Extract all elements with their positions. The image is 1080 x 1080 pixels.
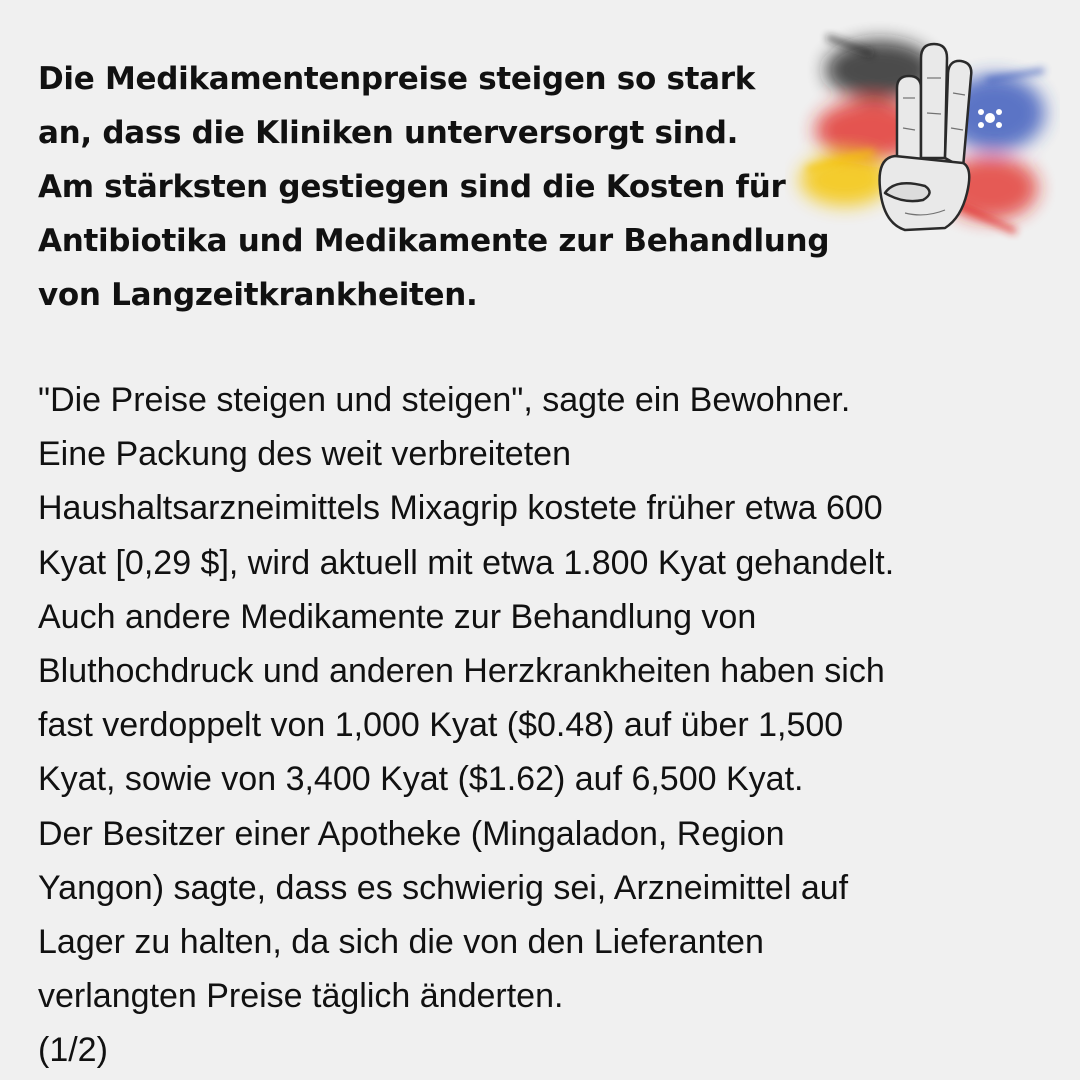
headline [38, 52, 888, 322]
body-line: Haushaltsarzneimittels Mixagrip kostete früher etwa 600 [38, 489, 883, 528]
body-line: Kyat [0,29 $], wird aktuell mit etwa 1.800 Kyat gehandelt. [38, 543, 895, 582]
headline-line: Die Medikamentenpreise steigen so stark [38, 61, 756, 97]
body-line: fast verdoppelt von 1,000 Kyat ($0.48) auf über 1,500 [38, 706, 844, 745]
body-line: Bluthochdruck und anderen Herzkrankheiten haben sich [38, 652, 885, 691]
body-line: Eine Packung des weit verbreiteten [38, 435, 571, 474]
body-line: "Die Preise steigen und steigen", sagte ein Bewohner. [38, 381, 851, 419]
headline-line: Antibiotika und Medikamente zur Behandlung [38, 223, 830, 259]
page-indicator: (1/2) [38, 1031, 108, 1070]
body-line: Kyat, sowie von 3,400 Kyat ($1.62) auf 6,500 Kyat. [38, 760, 804, 799]
headline-line: Am stärksten gestiegen sind die Kosten für [38, 169, 786, 205]
body-line: Yangon) sagte, dass es schwierig sei, Arzneimittel auf [38, 868, 849, 907]
body-line: Auch andere Medikamente zur Behandlung von [38, 597, 757, 636]
headline-line: von Langzeitkrankheiten. [38, 277, 478, 313]
body-line: Lager zu halten, da sich die von den Lieferanten [38, 923, 764, 962]
body-line: verlangten Preise täglich änderten. [38, 977, 564, 1016]
headline-line: an, dass die Kliniken unterversorgt sind. [38, 115, 739, 151]
three-finger-salute-icon [785, 18, 1060, 263]
body-line: Der Besitzer einer Apotheke (Mingaladon, Region [38, 814, 785, 853]
article-body [38, 373, 1048, 1078]
